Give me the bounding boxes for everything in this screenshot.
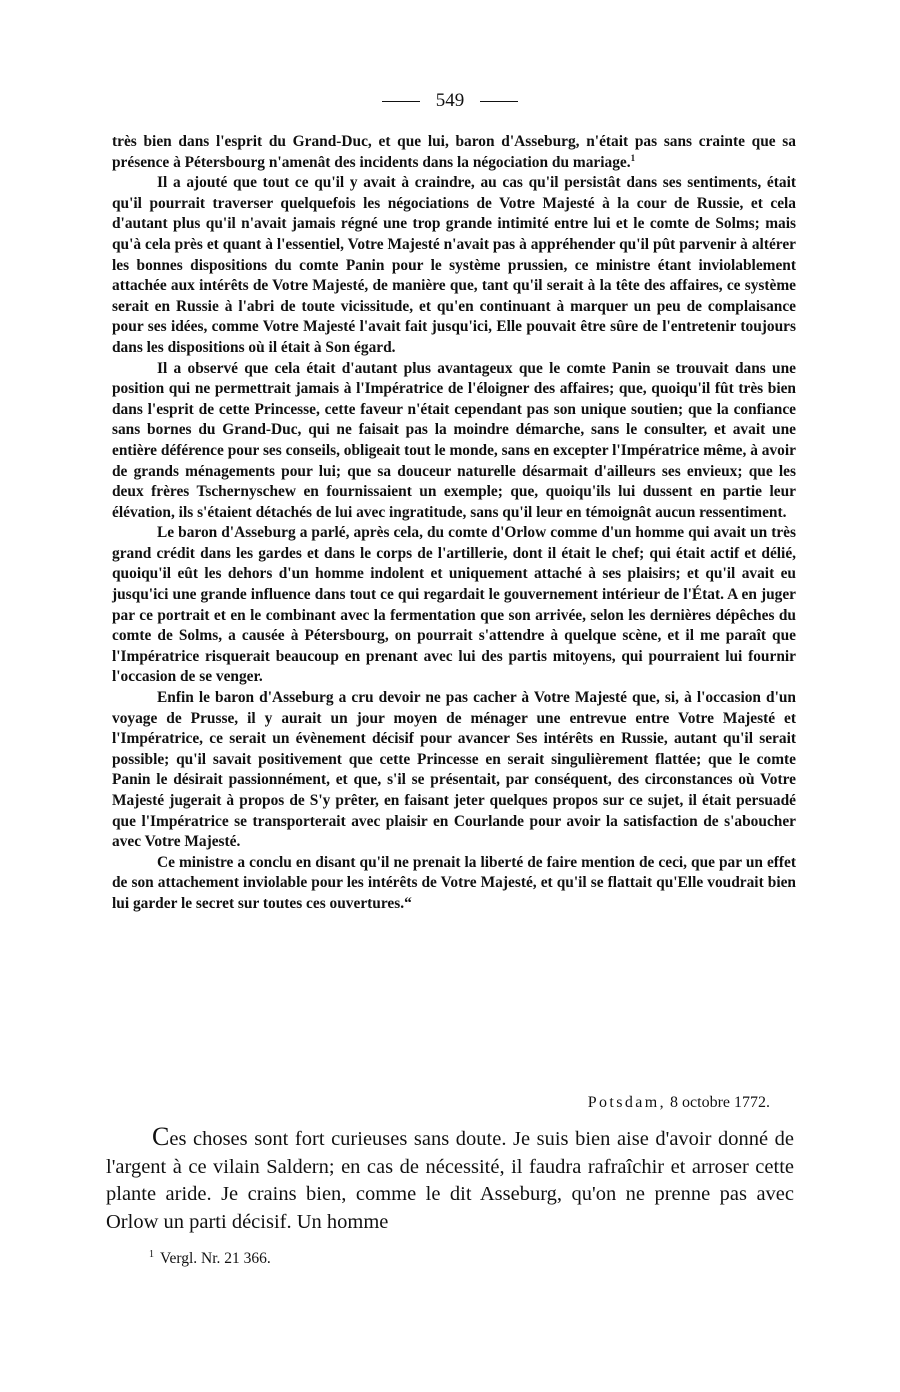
paragraph-2: Il a ajouté que tout ce qu'il y avait à craindre, au cas qu'il persistât dans ses sentiments, était qu'il pourrait traverser quelquefois les négociations de Votre Majesté à la cour de Russie, et cela d'autant plus qu'il n'avait jamais régné une trop grande intimité entre lui et le comte de Solms; mais qu'à cela près et quant à l'essentiel, Votre Majesté n'avait pas à appréhender qu'il pût parvenir à altérer les bonnes dispositions du comte Panin pour le système prussien, ce ministre étant inviolablement attachée aux intérêts de Votre Majesté, de manière que, tant qu'il serait à la tête des affaires, ce système serait en Russie à l'abri de toute vicissitude, et qu'en continuant à marquer un peu de complaisance pour ses idées, comme Votre Majesté l'avait fait jusqu'ici, Elle pouvait être sûre de l'entretenir toujours dans les dispositions où il était à Son égard. xyxy=(112,174,796,356)
dateline-date: 8 octobre 1772. xyxy=(670,1094,770,1111)
page-number: 549 xyxy=(435,90,465,111)
paragraph-1-text: très bien dans l'esprit du Grand-Duc, et que lui, baron d'Asseburg, n'était pas sans crainte que sa présence à Pétersbourg n'amenât des incidents dans la négociation du mariage. xyxy=(112,133,796,171)
royal-reply xyxy=(106,1123,794,1236)
right-rule xyxy=(480,101,518,102)
paragraph-5: Enfin le baron d'Asseburg a cru devoir ne pas cacher à Votre Majesté que, si, à l'occasion d'un voyage de Prusse, il y aurait un jour moyen de ménager une entrevue entre Votre Majesté et l'Impératrice, ce serait un évènement décisif pour avancer Ses intérêts en Russie, autant qu'il serait possible; qu'il savait positivement que cette Princesse en serait singulièrement flattée; que le comte Panin le désirait passionnément, et que, s'il se présentait, par conséquent, des circonstances où Votre Majesté jugerait à propos de S'y prêter, en faisant jeter quelques propos sur ce sujet, il était persuadé que l'Impératrice se transporterait avec plaisir en Courlande pour avoir la satisfaction de s'aboucher avec Votre Majesté. xyxy=(112,689,796,851)
letter-body xyxy=(112,132,796,915)
dateline xyxy=(420,1092,770,1114)
footnote-text: Vergl. Nr. 21 366. xyxy=(160,1250,271,1267)
page-number-header xyxy=(0,90,900,112)
reply-paragraph xyxy=(106,1123,794,1236)
footnote xyxy=(149,1249,271,1269)
reply-initial: C xyxy=(152,1122,170,1151)
left-rule xyxy=(382,101,420,102)
reply-text: es choses sont fort curieuses sans doute. Je suis bien aise d'avoir donné de l'argent à ce vilain Saldern; en cas de nécessité, il faudra rafraîchir et arroser cette plante aride. Je crains bien, comme le dit Asseburg, qu'on ne prenne pas avec Orlow un parti décisif. Un homme xyxy=(106,1128,794,1233)
footnote-reference: 1 xyxy=(630,152,636,163)
paragraph-3: Il a observé que cela était d'autant plus avantageux que le comte Panin se trouvait dans une position qui ne permettrait jamais à l'Impératrice de l'éloigner des affaires; que, quoiqu'il fût très bien dans l'esprit de cette Princesse, cette faveur n'était cependant pas son unique soutien; que la confiance sans bornes du Grand-Duc, qui ne faisait pas la moindre démarche, sans le consulter, et avait une entière déférence pour ses conseils, obligeait tout le monde, sans en excepter l'Impératrice même, à avoir de grands ménagements pour lui; que sa douceur naturelle désarmait d'ailleurs ses envieux; que les deux frères Tschernyschew en fournissaient un exemple; que, quoiqu'ils lui dussent en partie leur élévation, ils s'étaient détachés de lui avec ingratitude, sans qu'il leur en témoignât aucun ressentiment. xyxy=(112,359,796,521)
paragraph-6: Ce ministre a conclu en disant qu'il ne prenait la liberté de faire mention de ceci, que par un effet de son attachement inviolable pour les intérêts de Votre Majesté, et qu'il se flattait qu'Elle voudrait bien lui garder le secret sur toutes ces ouvertures.“ xyxy=(112,853,796,912)
paragraph-1 xyxy=(112,132,796,173)
dateline-place: Potsdam, xyxy=(587,1094,667,1111)
paragraph-4: Le baron d'Asseburg a parlé, après cela, du comte d'Orlow comme d'un homme qui avait un très grand crédit dans les gardes et dans le corps de l'artillerie, dont il était le chef; qui était actif et délié, quoiqu'il eût les dehors d'un homme indolent et uniquement attaché à ses plaisirs; et qu'il avait eu jusqu'ici une grande influence dans tout ce qui regardait le gouvernement intérieur de l'État. A en juger par ce portrait et en le combinant avec la fermentation que son arrivée, selon les dernières dépêches du comte de Solms, a causée à Pétersbourg, on pourrait s'attendre à quelque scène, et il me paraît que l'Impératrice risquerait beaucoup en prenant avec lui des partis mitoyens, qui pourraient lui fournir l'occasion de se venger. xyxy=(112,524,796,686)
footnote-marker: 1 xyxy=(149,1248,154,1260)
